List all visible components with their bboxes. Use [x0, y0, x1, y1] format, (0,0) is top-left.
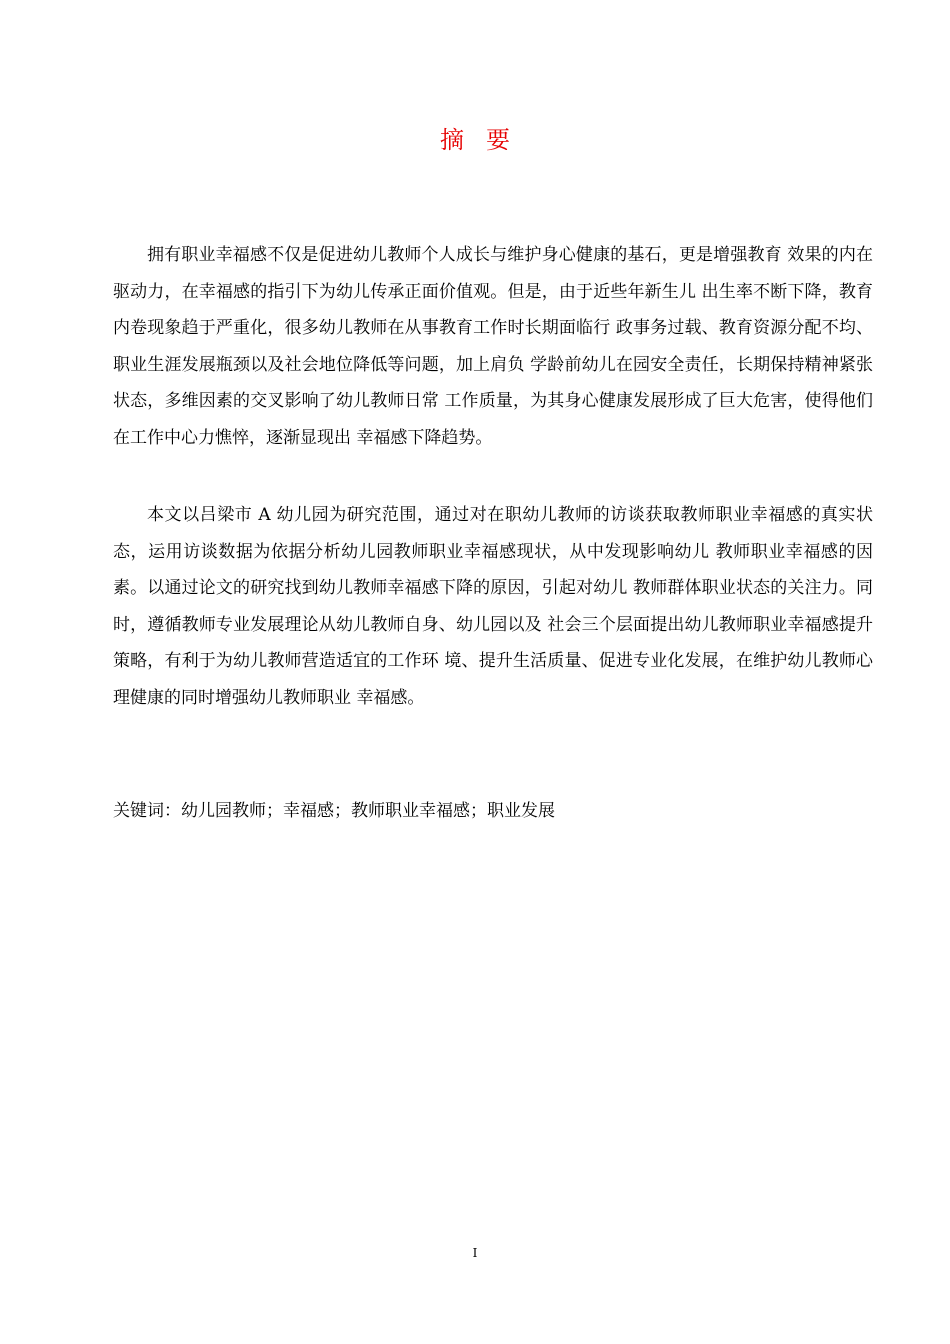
page-title [0, 122, 950, 158]
abstract-paragraph-2-block [113, 497, 873, 716]
abstract-paragraph: 拥有职业幸福感不仅是促进幼儿教师个人成长与维护身心健康的基石，更是增强教育 效果的内在驱动力，在幸福感的指引下为幼儿传承正面价值观。但是，由于近些年新生儿 出生率不断下降，教育内卷现象趋于严重化，很多幼儿教师在从事教育工作时长期面临行 政事务过载、教育资源分配不均、职业生涯发展瓶颈以及社会地位降低等问题，加上肩负 学龄前幼儿在园安全责任，长期保持精神紧张状态，多维因素的交叉影响了幼儿教师日常 工作质量，为其身心健康发展形成了巨大危害，使得他们在工作中心力憔悴，逐渐显现出 幸福感下降趋势。 [113, 245, 873, 448]
keywords-label: 关键词： [113, 801, 181, 821]
abstract-paragraph: 本文以吕梁市 A 幼儿园为研究范围，通过对在职幼儿教师的访谈获取教师职业幸福感的真实状态，运用访谈数据为依据分析幼儿园教师职业幸福感现状，从中发现影响幼儿 教师职业幸福感的因素。以通过论文的研究找到幼儿教师幸福感下降的原因，引起对幼儿 教师群体职业状态的关注力。同时，遵循教师专业发展理论从幼儿教师自身、幼儿园以及 社会三个层面提出幼儿教师职业幸福感提升策略，有利于为幼儿教师营造适宜的工作环 境、提升生活质量、促进专业化发展，在维护幼儿教师心理健康的同时增强幼儿教师职业 幸福感。 [113, 505, 873, 708]
title-text: 摘要 [440, 126, 532, 154]
abstract-paragraph-1-block [113, 237, 873, 456]
keywords-line [113, 795, 873, 827]
page-number: I [472, 1246, 478, 1260]
keywords-text: 幼儿园教师；幸福感；教师职业幸福感；职业发展 [181, 801, 555, 821]
